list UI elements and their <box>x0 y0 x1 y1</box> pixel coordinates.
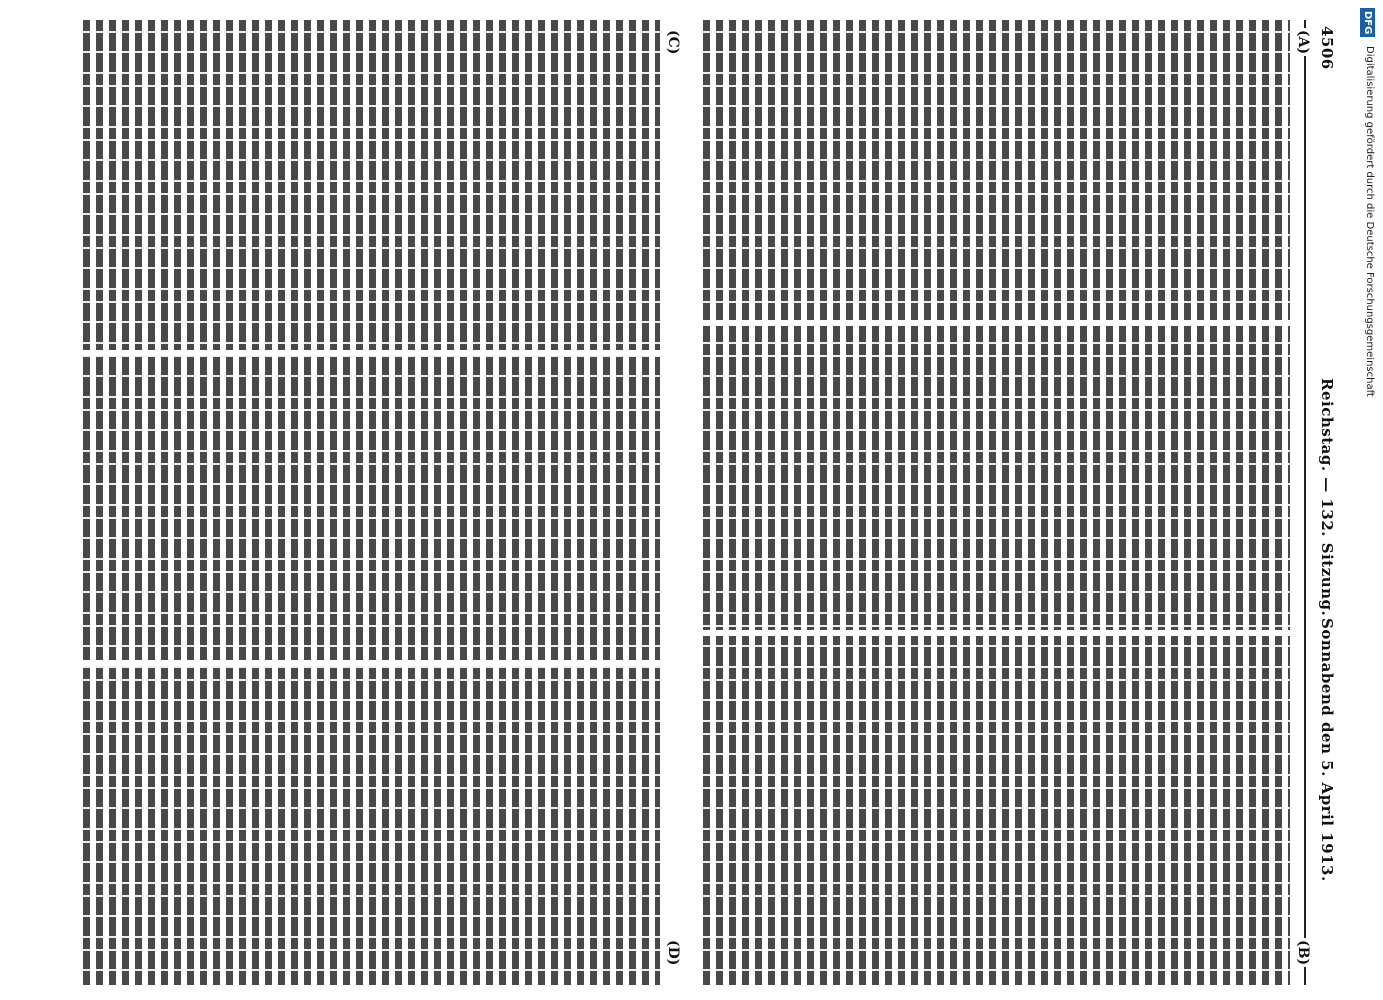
paragraph-gap <box>700 630 1290 636</box>
header-date: Sonnabend den 5. April 1913. <box>1318 618 1336 882</box>
header-rule <box>1304 20 1306 985</box>
text-lines-left <box>700 20 1290 985</box>
margin-marker-d: (D) <box>665 940 681 966</box>
dfg-logo: DFG <box>1360 8 1375 37</box>
digitization-credit <box>1357 0 1381 1000</box>
margin-marker-a: (A) <box>1295 30 1311 55</box>
paragraph-gap <box>80 350 660 356</box>
margin-marker-c: (C) <box>665 30 681 55</box>
text-column-right <box>80 20 660 985</box>
paragraph-gap <box>700 320 1290 326</box>
credit-text: Digitalisierung gefördert durch die Deutsche Forschungsgemeinschaft <box>1364 46 1375 397</box>
text-lines-right <box>80 20 660 985</box>
rotated-newspaper-page <box>10 8 1340 988</box>
running-head <box>1310 8 1340 988</box>
page-number: 4506 <box>1318 26 1336 70</box>
margin-marker-b: (B) <box>1295 940 1311 966</box>
header-session: Reichstag. — 132. Sitzung. <box>1318 378 1336 617</box>
text-column-left <box>700 20 1290 985</box>
paragraph-gap <box>80 660 660 666</box>
